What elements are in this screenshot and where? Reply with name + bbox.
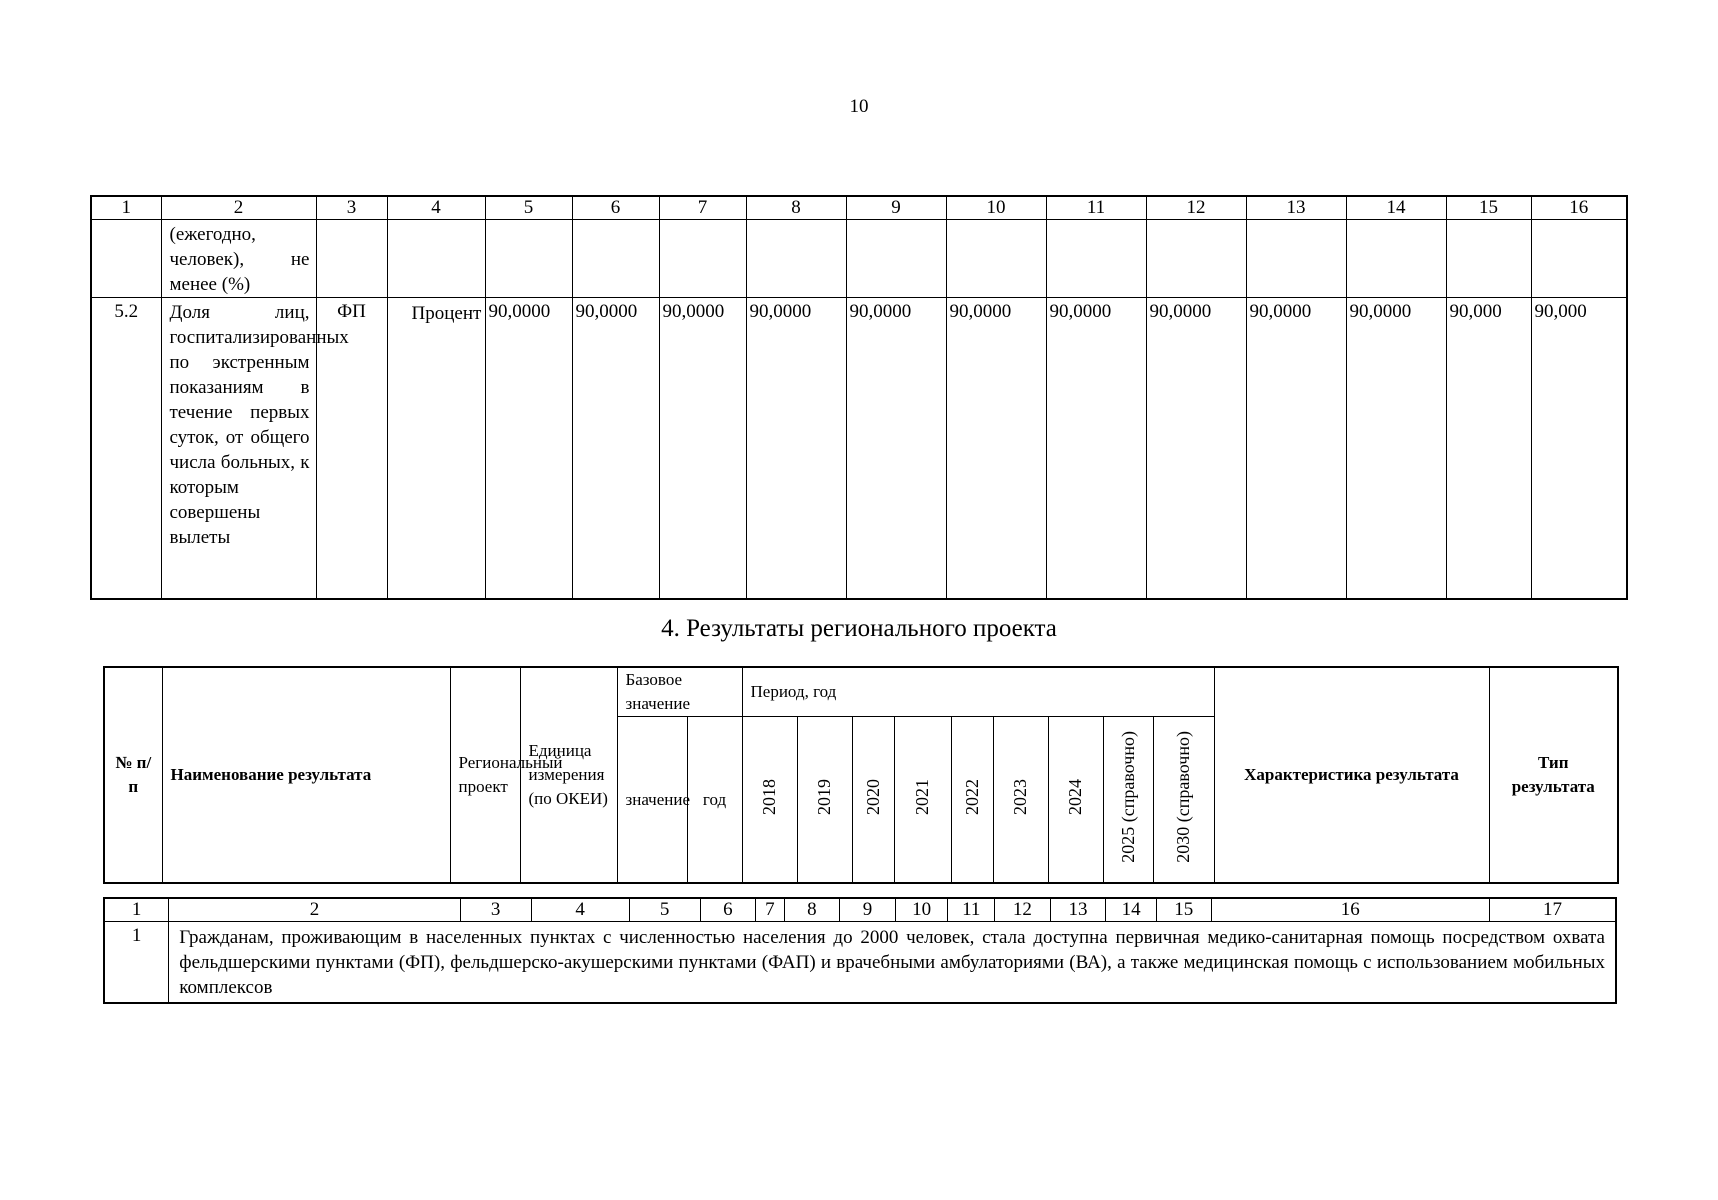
year-header: 2025 (справочно) [1103, 717, 1153, 884]
column-number: 16 [1531, 196, 1627, 220]
year-header: 2024 [1048, 717, 1103, 884]
page-number: 10 [849, 96, 869, 117]
table-row [104, 922, 1616, 1004]
year-header: 2018 [742, 717, 797, 884]
value-cell: 90,0000 [1046, 298, 1146, 600]
column-number: 1 [104, 898, 169, 922]
column-number: 5 [629, 898, 700, 922]
column-number: 17 [1489, 898, 1616, 922]
column-number: 16 [1211, 898, 1489, 922]
column-number: 8 [746, 196, 846, 220]
column-characteristic-header: Характеристика результата [1214, 667, 1489, 883]
column-unit-header: Единица измерения (по ОКЕИ) [520, 667, 617, 883]
project-code: ФП [316, 298, 387, 600]
year-header: 2019 [797, 717, 852, 884]
indicators-table [90, 195, 1628, 600]
value-cell: 90,0000 [1246, 298, 1346, 600]
column-number: 7 [659, 196, 746, 220]
column-number: 3 [460, 898, 531, 922]
column-number: 4 [531, 898, 629, 922]
column-number: 1 [91, 196, 161, 220]
value-cell: 90,0000 [659, 298, 746, 600]
column-number: 4 [387, 196, 485, 220]
value-cell: 90,0000 [746, 298, 846, 600]
column-number: 2 [169, 898, 460, 922]
column-number: 7 [756, 898, 784, 922]
results-table [103, 897, 1617, 1004]
column-number: 2 [161, 196, 316, 220]
column-number: 9 [846, 196, 946, 220]
year-header: 2030 (справочно) [1153, 717, 1214, 884]
column-base-value-header: Базовое значение [617, 667, 742, 717]
column-number: 13 [1050, 898, 1106, 922]
value-cell: 90,0000 [1346, 298, 1446, 600]
column-number: 12 [995, 898, 1051, 922]
column-period-header: Период, год [742, 667, 1214, 717]
indicator-name: (ежегодно, человек), не менее (%) [161, 220, 316, 298]
indicator-name: Доля лиц, госпитализированных по экстренным показаниям в течение первых суток, от общего числа больных, к которым совершены вылеты [161, 298, 316, 600]
value-cell: 90,0000 [946, 298, 1046, 600]
column-result-type-header: Тип результата [1489, 667, 1618, 883]
column-num-header: № п/п [104, 667, 162, 883]
column-number: 14 [1106, 898, 1157, 922]
column-number: 3 [316, 196, 387, 220]
value-cell: 90,0000 [1146, 298, 1246, 600]
column-number: 15 [1156, 898, 1211, 922]
column-number: 5 [485, 196, 572, 220]
unit: Процент [387, 298, 485, 600]
column-number: 15 [1446, 196, 1531, 220]
column-number: 11 [948, 898, 995, 922]
year-header: 2020 [852, 717, 894, 884]
column-number: 14 [1346, 196, 1446, 220]
result-description: Гражданам, проживающим в населенных пунктах с численностью населения до 2000 человек, стала доступна первичная медико-санитарная помощь посредством охвата фельдшерскими пунктами (ФП), фельдшерско-акушерскими пунктами (ФАП) и врачебными амбулаториями (ВА), а также медицинская помощь с использованием мобильных комплексов [169, 922, 1616, 1004]
section-title: 4. Результаты регионального проекта [661, 615, 1057, 642]
value-cell: 90,0000 [572, 298, 659, 600]
column-number: 13 [1246, 196, 1346, 220]
table-row [91, 298, 1627, 600]
column-regional-project-header: Региональный проект [450, 667, 520, 883]
value-cell: 90,000 [1531, 298, 1627, 600]
results-header-table [103, 666, 1619, 884]
column-number: 10 [946, 196, 1046, 220]
value-cell: 90,0000 [846, 298, 946, 600]
value-cell: 90,0000 [485, 298, 572, 600]
column-number: 9 [840, 898, 896, 922]
table-header-row [91, 196, 1627, 220]
value-cell: 90,000 [1446, 298, 1531, 600]
column-number: 6 [572, 196, 659, 220]
year-header: 2022 [951, 717, 993, 884]
column-number: 8 [784, 898, 840, 922]
table-row [91, 220, 1627, 298]
row-number: 5.2 [91, 298, 161, 600]
column-number: 11 [1046, 196, 1146, 220]
column-value-header: значение [617, 717, 687, 884]
table-header-row [104, 898, 1616, 922]
column-number: 10 [895, 898, 948, 922]
column-number: 6 [700, 898, 756, 922]
column-number: 12 [1146, 196, 1246, 220]
row-number: 1 [104, 922, 169, 1004]
year-header: 2021 [894, 717, 951, 884]
year-header: 2023 [993, 717, 1048, 884]
column-name-header: Наименование результата [162, 667, 450, 883]
column-year-header: год [687, 717, 742, 884]
